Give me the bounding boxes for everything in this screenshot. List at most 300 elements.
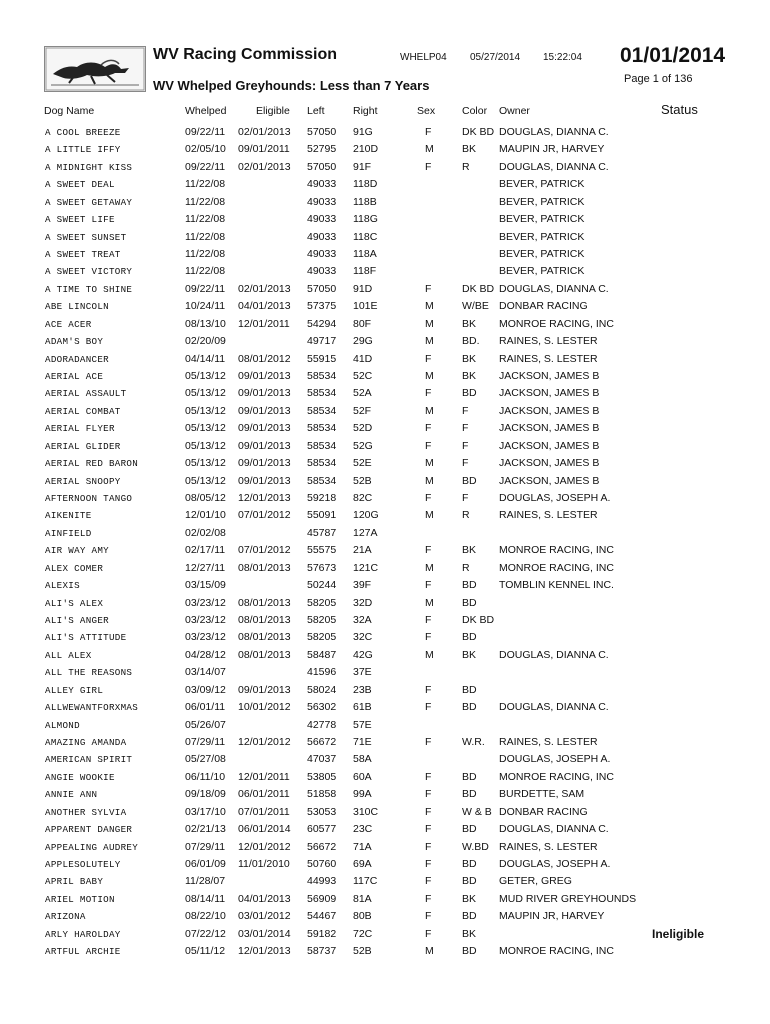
whelped-cell: 05/27/08 xyxy=(185,753,226,766)
eligible-cell: 08/01/2013 xyxy=(238,561,291,574)
right-cell: 71E xyxy=(353,736,372,749)
table-row xyxy=(0,699,770,716)
sex-cell: F xyxy=(425,282,432,295)
owner-cell: GETER, GREG xyxy=(499,875,572,888)
column-header-whelped: Whelped xyxy=(185,105,227,117)
table-row xyxy=(0,525,770,542)
left-cell: 58487 xyxy=(307,648,337,661)
right-cell: 118A xyxy=(353,248,377,260)
left-cell: 50244 xyxy=(307,579,337,592)
color-cell: DK BD xyxy=(462,614,495,627)
color-cell: BK xyxy=(462,317,477,330)
right-cell: 52G xyxy=(353,439,373,452)
left-cell: 49033 xyxy=(307,265,337,278)
right-cell: 32A xyxy=(353,614,372,627)
table-row xyxy=(0,769,770,786)
whelped-cell: 12/01/10 xyxy=(185,509,226,522)
table-row xyxy=(0,856,770,873)
color-cell: W & B xyxy=(462,805,492,818)
left-cell: 59218 xyxy=(307,492,337,505)
table-row xyxy=(0,124,770,141)
column-header-right: Right xyxy=(353,105,378,117)
dog-name-cell: APPLESOLUTELY xyxy=(45,859,121,871)
left-cell: 52795 xyxy=(307,143,337,156)
whelped-cell: 08/14/11 xyxy=(185,892,226,905)
column-header-sex: Sex xyxy=(417,105,436,117)
left-cell: 55091 xyxy=(307,509,337,522)
column-header-color: Color xyxy=(462,105,488,117)
right-cell: 60A xyxy=(353,770,372,783)
right-cell: 118F xyxy=(353,265,377,278)
sex-cell: M xyxy=(425,404,434,417)
table-row xyxy=(0,612,770,629)
sex-cell: F xyxy=(425,579,432,592)
right-cell: 127A xyxy=(353,526,378,539)
column-header-eligible: Eligible xyxy=(256,105,290,117)
table-row xyxy=(0,682,770,699)
eligible-cell: 08/01/2013 xyxy=(238,614,291,627)
owner-cell: MAUPIN JR, HARVEY xyxy=(499,143,605,156)
dog-name-cell: APPEALING AUDREY xyxy=(45,841,139,853)
dog-name-cell: ARIEL MOTION xyxy=(45,893,115,905)
whelped-cell: 11/22/08 xyxy=(185,195,226,208)
whelped-cell: 03/14/07 xyxy=(185,666,226,679)
sex-cell: F xyxy=(425,544,432,557)
left-cell: 55575 xyxy=(307,544,337,557)
sex-cell: F xyxy=(425,840,432,853)
whelped-cell: 02/02/08 xyxy=(185,526,226,539)
owner-cell: DOUGLAS, DIANNA C. xyxy=(499,282,609,295)
color-cell: DK BD xyxy=(462,282,495,295)
whelped-cell: 06/01/09 xyxy=(185,858,226,871)
dog-name-cell: A SWEET GETAWAY xyxy=(45,196,133,208)
right-cell: 72C xyxy=(353,927,373,940)
owner-cell: DOUGLAS, JOSEPH A. xyxy=(499,858,611,871)
dog-name-cell: ALEX COMER xyxy=(45,562,104,574)
table-row xyxy=(0,194,770,211)
right-cell: 23C xyxy=(353,823,373,836)
right-cell: 29G xyxy=(353,335,373,348)
color-cell: BK xyxy=(462,892,477,905)
left-cell: 41596 xyxy=(307,666,337,679)
dog-name-cell: A MIDNIGHT KISS xyxy=(45,161,133,173)
eligible-cell: 03/01/2012 xyxy=(238,910,291,923)
table-row xyxy=(0,281,770,298)
left-cell: 54467 xyxy=(307,910,337,923)
sex-cell: F xyxy=(425,736,432,749)
print-time: 15:22:04 xyxy=(543,52,582,63)
left-cell: 59182 xyxy=(307,927,337,940)
color-cell: F xyxy=(462,422,469,435)
left-cell: 50760 xyxy=(307,858,337,871)
left-cell: 53053 xyxy=(307,805,337,818)
eligible-cell: 09/01/2013 xyxy=(238,683,291,696)
right-cell: 57E xyxy=(353,718,372,731)
whelped-cell: 09/18/09 xyxy=(185,788,226,801)
right-cell: 61B xyxy=(353,701,372,714)
eligible-cell: 09/01/2013 xyxy=(238,370,291,383)
eligible-cell: 09/01/2013 xyxy=(238,474,291,487)
eligible-cell: 03/01/2014 xyxy=(238,927,291,940)
dog-name-cell: A TIME TO SHINE xyxy=(45,283,133,295)
sex-cell: F xyxy=(425,701,432,714)
table-row xyxy=(0,908,770,925)
whelped-cell: 05/13/12 xyxy=(185,439,226,452)
whelped-cell: 06/01/11 xyxy=(185,701,226,714)
owner-cell: MONROE RACING, INC xyxy=(499,544,614,557)
whelped-cell: 02/05/10 xyxy=(185,143,226,156)
owner-cell: RAINES, S. LESTER xyxy=(499,509,598,522)
right-cell: 118D xyxy=(353,178,378,191)
eligible-cell: 12/01/2011 xyxy=(238,770,290,783)
owner-cell: DOUGLAS, DIANNA C. xyxy=(499,648,609,661)
owner-cell: MONROE RACING, INC xyxy=(499,945,614,958)
dog-name-cell: ALL ALEX xyxy=(45,649,92,661)
sex-cell: F xyxy=(425,770,432,783)
owner-cell: JACKSON, JAMES B xyxy=(499,370,600,383)
whelped-cell: 08/05/12 xyxy=(185,492,226,505)
owner-cell: DOUGLAS, DIANNA C. xyxy=(499,160,609,173)
sex-cell: F xyxy=(425,492,432,505)
whelped-cell: 05/13/12 xyxy=(185,404,226,417)
table-row xyxy=(0,438,770,455)
table-row xyxy=(0,473,770,490)
dog-name-cell: A COOL BREEZE xyxy=(45,127,121,138)
owner-cell: TOMBLIN KENNEL INC. xyxy=(499,579,614,592)
dog-name-cell: AIR WAY AMY xyxy=(45,545,109,557)
owner-cell: MONROE RACING, INC xyxy=(499,770,614,783)
table-row xyxy=(0,455,770,472)
eligible-cell: 11/01/2010 xyxy=(238,858,290,871)
column-header-owner: Owner xyxy=(499,105,530,117)
right-cell: 118C xyxy=(353,230,378,243)
right-cell: 52B xyxy=(353,474,372,487)
sex-cell: M xyxy=(425,335,434,348)
sex-cell: F xyxy=(425,614,432,627)
dog-name-cell: AMERICAN SPIRIT xyxy=(45,754,133,766)
right-cell: 41D xyxy=(353,352,373,365)
right-cell: 91F xyxy=(353,160,372,173)
color-cell: BD xyxy=(462,474,477,487)
left-cell: 45787 xyxy=(307,526,337,539)
left-cell: 58205 xyxy=(307,596,337,609)
color-cell: BK xyxy=(462,370,477,383)
right-cell: 52D xyxy=(353,422,373,435)
whelped-cell: 02/20/09 xyxy=(185,335,226,348)
eligible-cell: 04/01/2013 xyxy=(238,892,291,905)
left-cell: 58534 xyxy=(307,370,337,383)
table-row xyxy=(0,176,770,193)
whelped-cell: 10/24/11 xyxy=(185,300,226,313)
eligible-cell: 10/01/2012 xyxy=(238,701,291,714)
left-cell: 51858 xyxy=(307,788,337,801)
right-cell: 120G xyxy=(353,509,379,522)
right-cell: 52A xyxy=(353,387,372,400)
eligible-cell: 06/01/2014 xyxy=(238,823,291,836)
whelped-cell: 03/15/09 xyxy=(185,579,226,592)
dog-name-cell: AERIAL FLYER xyxy=(45,423,115,435)
color-cell: BD xyxy=(462,788,477,801)
dog-name-cell: A SWEET VICTORY xyxy=(45,266,133,278)
color-cell: BD xyxy=(462,387,477,400)
owner-cell: MAUPIN JR, HARVEY xyxy=(499,910,605,923)
whelped-cell: 07/29/11 xyxy=(185,840,226,853)
left-cell: 57375 xyxy=(307,300,337,313)
left-cell: 49033 xyxy=(307,230,337,243)
eligible-cell: 09/01/2013 xyxy=(238,387,291,400)
whelped-cell: 11/22/08 xyxy=(185,213,226,226)
left-cell: 47037 xyxy=(307,753,337,766)
owner-cell: DOUGLAS, DIANNA C. xyxy=(499,126,609,138)
whelped-cell: 04/14/11 xyxy=(185,352,226,365)
eligible-cell: 07/01/2011 xyxy=(238,805,290,818)
sex-cell: M xyxy=(425,648,434,661)
dog-name-cell: A LITTLE IFFY xyxy=(45,144,121,156)
left-cell: 49033 xyxy=(307,213,337,226)
color-cell: BK xyxy=(462,648,477,661)
left-cell: 58205 xyxy=(307,614,337,627)
table-row xyxy=(0,351,770,368)
dog-name-cell: APPARENT DANGER xyxy=(45,824,133,836)
sex-cell: F xyxy=(425,126,432,138)
table-row xyxy=(0,159,770,176)
table-row xyxy=(0,211,770,228)
whelped-cell: 11/22/08 xyxy=(185,178,226,191)
color-cell: F xyxy=(462,492,469,505)
eligible-cell: 09/01/2013 xyxy=(238,404,291,417)
eligible-cell: 09/01/2011 xyxy=(238,143,290,156)
dog-name-cell: ALLEY GIRL xyxy=(45,684,104,696)
table-row xyxy=(0,647,770,664)
eligible-cell: 08/01/2013 xyxy=(238,631,291,644)
left-cell: 44993 xyxy=(307,875,337,888)
dog-name-cell: ARIZONA xyxy=(45,911,86,923)
dog-name-cell: ACE ACER xyxy=(45,318,92,330)
owner-cell: RAINES, S. LESTER xyxy=(499,352,598,365)
sex-cell: F xyxy=(425,422,432,435)
dog-name-cell: ALEXIS xyxy=(45,580,80,592)
whelped-cell: 05/13/12 xyxy=(185,370,226,383)
table-row xyxy=(0,385,770,402)
whelped-cell: 12/27/11 xyxy=(185,561,226,574)
sex-cell: F xyxy=(425,875,432,888)
right-cell: 118G xyxy=(353,213,378,226)
dog-name-cell: AERIAL GLIDER xyxy=(45,440,121,452)
whelped-cell: 03/09/12 xyxy=(185,683,226,696)
table-row xyxy=(0,263,770,280)
print-date: 05/27/2014 xyxy=(470,52,521,63)
dog-name-cell: AERIAL SNOOPY xyxy=(45,475,121,487)
color-cell: BD. xyxy=(462,335,480,348)
owner-cell: BEVER, PATRICK xyxy=(499,213,585,226)
right-cell: 52F xyxy=(353,404,372,417)
eligible-cell: 07/01/2012 xyxy=(238,544,291,557)
owner-cell: RAINES, S. LESTER xyxy=(499,335,598,348)
table-row xyxy=(0,577,770,594)
color-cell: BD xyxy=(462,823,477,836)
dog-name-cell: AERIAL RED BARON xyxy=(45,458,139,470)
left-cell: 58534 xyxy=(307,404,337,417)
table-row xyxy=(0,368,770,385)
sex-cell: M xyxy=(425,457,434,470)
left-cell: 57050 xyxy=(307,160,337,173)
left-cell: 56302 xyxy=(307,701,337,714)
sex-cell: M xyxy=(425,370,434,383)
whelped-cell: 05/26/07 xyxy=(185,718,226,731)
dog-name-cell: AERIAL ACE xyxy=(45,371,104,383)
right-cell: 69A xyxy=(353,858,372,871)
dog-name-cell: A SWEET SUNSET xyxy=(45,231,127,243)
color-cell: BD xyxy=(462,875,477,888)
sex-cell: F xyxy=(425,788,432,801)
color-cell: BD xyxy=(462,910,477,923)
color-cell: R xyxy=(462,160,470,173)
table-row xyxy=(0,141,770,158)
owner-cell: RAINES, S. LESTER xyxy=(499,840,598,853)
color-cell: F xyxy=(462,439,469,452)
right-cell: 71A xyxy=(353,840,372,853)
dog-name-cell: AERIAL ASSAULT xyxy=(45,388,127,400)
dog-name-cell: ARLY HAROLDAY xyxy=(45,928,121,940)
color-cell: BD xyxy=(462,683,477,696)
sex-cell: F xyxy=(425,910,432,923)
right-cell: 58A xyxy=(353,753,372,766)
table-row xyxy=(0,507,770,524)
owner-cell: BURDETTE, SAM xyxy=(499,788,585,801)
sex-cell: F xyxy=(425,805,432,818)
dog-name-cell: ALMOND xyxy=(45,719,80,731)
color-cell: BK xyxy=(462,352,477,365)
right-cell: 210D xyxy=(353,143,379,156)
right-cell: 118B xyxy=(353,195,377,208)
owner-cell: DOUGLAS, DIANNA C. xyxy=(499,701,609,714)
left-cell: 58534 xyxy=(307,439,337,452)
eligible-cell: 08/01/2013 xyxy=(238,596,291,609)
right-cell: 121C xyxy=(353,561,379,574)
right-cell: 21A xyxy=(353,544,372,557)
owner-cell: DOUGLAS, JOSEPH A. xyxy=(499,492,611,505)
sex-cell: F xyxy=(425,683,432,696)
whelped-cell: 05/13/12 xyxy=(185,387,226,400)
color-cell: BK xyxy=(462,927,477,940)
eligible-cell: 12/01/2011 xyxy=(238,317,290,330)
left-cell: 60577 xyxy=(307,823,337,836)
right-cell: 117C xyxy=(353,875,378,888)
eligible-cell: 08/01/2012 xyxy=(238,352,291,365)
report-subtitle: WV Whelped Greyhounds: Less than 7 Years xyxy=(153,78,430,93)
sex-cell: M xyxy=(425,300,434,313)
table-row xyxy=(0,333,770,350)
owner-cell: BEVER, PATRICK xyxy=(499,195,585,208)
sex-cell: F xyxy=(425,631,432,644)
left-cell: 55915 xyxy=(307,352,337,365)
color-cell: F xyxy=(462,457,469,470)
left-cell: 57050 xyxy=(307,282,337,295)
color-cell: W.R. xyxy=(462,736,485,749)
owner-cell: BEVER, PATRICK xyxy=(499,265,585,278)
left-cell: 49717 xyxy=(307,335,337,348)
left-cell: 58534 xyxy=(307,387,337,400)
dog-name-cell: ANOTHER SYLVIA xyxy=(45,806,127,818)
right-cell: 32C xyxy=(353,631,373,644)
dog-name-cell: ARTFUL ARCHIE xyxy=(45,946,121,958)
owner-cell: BEVER, PATRICK xyxy=(499,178,585,191)
right-cell: 80F xyxy=(353,317,372,330)
table-row xyxy=(0,804,770,821)
sex-cell: F xyxy=(425,387,432,400)
table-row xyxy=(0,490,770,507)
right-cell: 310C xyxy=(353,805,379,818)
sex-cell: M xyxy=(425,945,434,958)
owner-cell: MONROE RACING, INC xyxy=(499,561,614,574)
owner-cell: DONBAR RACING xyxy=(499,805,588,818)
right-cell: 101E xyxy=(353,300,378,313)
right-cell: 80B xyxy=(353,910,372,923)
right-cell: 52C xyxy=(353,370,373,383)
dog-name-cell: AINFIELD xyxy=(45,527,92,539)
table-row xyxy=(0,943,770,960)
sex-cell: M xyxy=(425,509,434,522)
whelped-cell: 05/11/12 xyxy=(185,945,226,958)
table-row xyxy=(0,420,770,437)
left-cell: 57673 xyxy=(307,561,337,574)
color-cell: W.BD xyxy=(462,840,489,853)
right-cell: 82C xyxy=(353,492,373,505)
left-cell: 42778 xyxy=(307,718,337,731)
left-cell: 57050 xyxy=(307,126,337,138)
color-cell: F xyxy=(462,404,469,417)
dog-name-cell: ANNIE ANN xyxy=(45,789,98,801)
color-cell: R xyxy=(462,561,470,574)
table-row xyxy=(0,786,770,803)
color-cell: BK xyxy=(462,544,477,557)
left-cell: 49033 xyxy=(307,178,337,191)
right-cell: 32D xyxy=(353,596,373,609)
dog-name-cell: ABE LINCOLN xyxy=(45,301,109,313)
column-header-dog-name: Dog Name xyxy=(44,105,95,117)
eligible-cell: 09/01/2013 xyxy=(238,457,291,470)
whelped-cell: 05/13/12 xyxy=(185,422,226,435)
sex-cell: M xyxy=(425,561,434,574)
dog-name-cell: AERIAL COMBAT xyxy=(45,405,121,417)
eligible-cell: 04/01/2013 xyxy=(238,300,291,313)
dog-name-cell: AIKENITE xyxy=(45,510,92,522)
page-indicator: Page 1 of 136 xyxy=(624,73,693,85)
table-row xyxy=(0,821,770,838)
whelped-cell: 03/23/12 xyxy=(185,631,226,644)
eligible-cell: 09/01/2013 xyxy=(238,422,291,435)
sex-cell: F xyxy=(425,160,432,173)
right-cell: 42G xyxy=(353,648,373,661)
color-cell: BD xyxy=(462,945,477,958)
dog-name-cell: ADAM'S BOY xyxy=(45,336,104,348)
report-id: WHELP04 xyxy=(400,52,447,63)
column-header-status: Status xyxy=(661,102,698,117)
eligible-cell: 12/01/2012 xyxy=(238,840,291,853)
whelped-cell: 05/13/12 xyxy=(185,457,226,470)
color-cell: R xyxy=(462,509,470,522)
owner-cell: JACKSON, JAMES B xyxy=(499,474,600,487)
owner-cell: JACKSON, JAMES B xyxy=(499,404,600,417)
left-cell: 56672 xyxy=(307,840,337,853)
dog-name-cell: ALI'S ATTITUDE xyxy=(45,632,127,644)
sex-cell: F xyxy=(425,352,432,365)
owner-cell: JACKSON, JAMES B xyxy=(499,457,600,470)
color-cell: DK BD xyxy=(462,126,495,138)
whelped-cell: 07/29/11 xyxy=(185,736,226,749)
whelped-cell: 06/11/10 xyxy=(185,770,226,783)
owner-cell: BEVER, PATRICK xyxy=(499,248,585,260)
